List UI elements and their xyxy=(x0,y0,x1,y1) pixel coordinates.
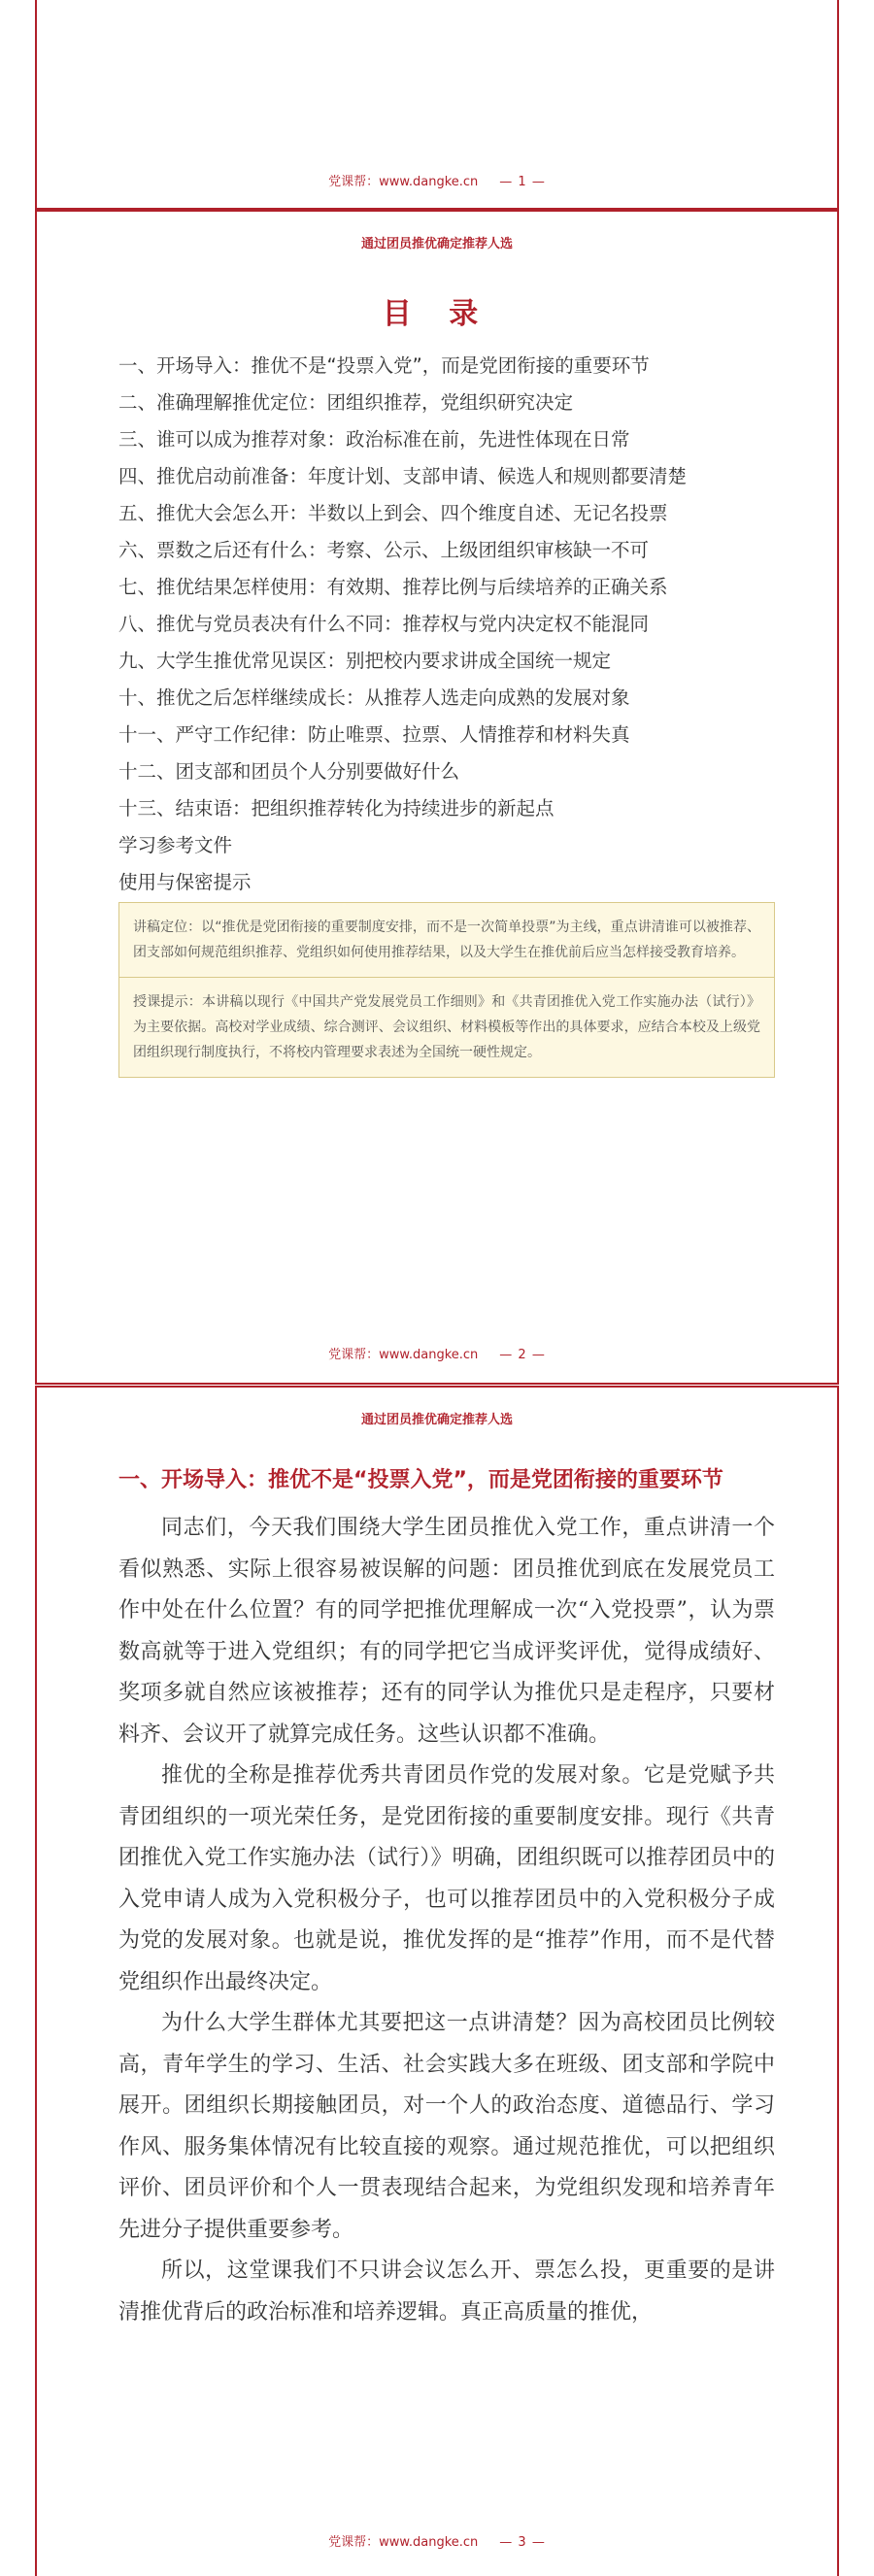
toc-item[interactable]: 七、推优结果怎样使用：有效期、推荐比例与后续培养的正确关系 xyxy=(118,576,668,598)
toc-item[interactable]: 十、推优之后怎样继续成长：从推荐人选走向成熟的发展对象 xyxy=(118,686,630,709)
footer-site: 党课帮：www.dangke.cn xyxy=(328,1348,479,1362)
toc-title: 目 录 xyxy=(382,297,492,331)
paragraph: 为什么大学生群体尤其要把这一点讲清楚？因为高校团员比例较高，青年学生的学习、生活、社会实践大多在班级、团支部和学院中展开。团组织长期接触团员，对一个人的政治态度、道德品行、学习作风、服务集体情况有比较直接的观察。通过规范推优，可以把组织评价、团员评价和个人一贯表现结合起来，为党组织发现和培养青年先进分子提供重要参考。 xyxy=(118,2011,775,2242)
toc-item[interactable]: 八、推优与党员表决有什么不同：推荐权与党内决定权不能混同 xyxy=(118,613,650,635)
section-body xyxy=(118,1508,775,2333)
toc-list xyxy=(118,348,818,901)
toc-item[interactable]: 四、推优启动前准备：年度计划、支部申请、候选人和规则都要清楚 xyxy=(118,465,688,487)
toc-item[interactable]: 三、谁可以成为推荐对象：政治标准在前，先进性体现在日常 xyxy=(118,428,630,451)
page-number: — 3 — xyxy=(499,2535,546,2550)
page-1 xyxy=(35,0,839,210)
paragraph: 同志们，今天我们围绕大学生团员推优入党工作，重点讲清一个看似熟悉、实际上很容易被误解的问题：团员推优到底在发展党员工作中处在什么位置？有的同学把推优理解成一次“入党投票”，认为票数高就等于进入党组织；有的同学把它当成评奖评优，觉得成绩好、奖项多就自然应该被推荐；还有的同学认为推优只是走程序，只要材料齐、会议开了就算完成任务。这些认识都不准确。 xyxy=(118,1516,775,1747)
page-header: 通过团员推优确定推荐人选 xyxy=(360,237,513,251)
page-header: 通过团员推优确定推荐人选 xyxy=(360,1413,513,1427)
paragraph: 所以，这堂课我们不只讲会议怎么开、票怎么投，更重要的是讲清推优背后的政治标准和培养逻辑。真正高质量的推优， xyxy=(118,2258,775,2325)
teaching-tips-note: 授课提示：本讲稿以现行《中国共产党发展党员工作细则》和《共青团推优入党工作实施办法（试行）》为主要依据。高校对学业成绩、综合测评、会议组织、材料模板等作出的具体要求，应结合本校及上级党团组织现行制度执行，不将校内管理要求表述为全国统一硬性规定。 xyxy=(119,977,774,1077)
page-number: — 1 — xyxy=(499,175,546,189)
footer-site: 党课帮：www.dangke.cn xyxy=(328,175,479,189)
toc-item[interactable]: 二、准确理解推优定位：团组织推荐，党组织研究决定 xyxy=(118,391,574,414)
toc-item[interactable]: 使用与保密提示 xyxy=(118,871,252,893)
toc-item[interactable]: 九、大学生推优常见误区：别把校内要求讲成全国统一规定 xyxy=(118,650,612,672)
footer-site: 党课帮：www.dangke.cn xyxy=(328,2535,479,2550)
toc-item[interactable]: 十一、严守工作纪律：防止唯票、拉票、人情推荐和材料失真 xyxy=(118,723,630,746)
page-3 xyxy=(35,1386,839,2576)
positioning-note: 讲稿定位：以“推优是党团衔接的重要制度安排，而不是一次简单投票”为主线，重点讲清谁可以被推荐、团支部如何规范组织推荐、党组织如何使用推荐结果，以及大学生在推优前后应当怎样接受教育培养。 xyxy=(133,920,760,960)
paragraph: 推优的全称是推荐优秀共青团员作党的发展对象。它是党赋予共青团组织的一项光荣任务，是党团衔接的重要制度安排。现行《共青团推优入党工作实施办法（试行）》明确，团组织既可以推荐团员中的入党申请人成为入党积极分子，也可以推荐团员中的入党积极分子成为党的发展对象。也就是说，推优发挥的是“推荐”作用，而不是代替党组织作出最终决定。 xyxy=(118,1763,775,1994)
toc-item[interactable]: 一、开场导入：推优不是“投票入党”，而是党团衔接的重要环节 xyxy=(118,354,650,377)
section-title: 一、开场导入：推优不是“投票入党”，而是党团衔接的重要环节 xyxy=(118,1468,723,1492)
page-2 xyxy=(35,210,839,1385)
toc-item[interactable]: 十三、结束语：把组织推荐转化为持续进步的新起点 xyxy=(118,797,555,820)
toc-item[interactable]: 十二、团支部和团员个人分别要做好什么 xyxy=(118,760,460,783)
page-number: — 2 — xyxy=(499,1348,546,1362)
page-footer xyxy=(37,2531,837,2550)
page-footer xyxy=(37,1344,837,1362)
page-footer xyxy=(37,171,837,189)
lecture-note-box xyxy=(118,902,775,1078)
toc-item[interactable]: 六、票数之后还有什么：考察、公示、上级团组织审核缺一不可 xyxy=(118,539,650,561)
toc-item[interactable]: 学习参考文件 xyxy=(118,834,233,856)
toc-item[interactable]: 五、推优大会怎么开：半数以上到会、四个维度自述、无记名投票 xyxy=(118,502,668,524)
